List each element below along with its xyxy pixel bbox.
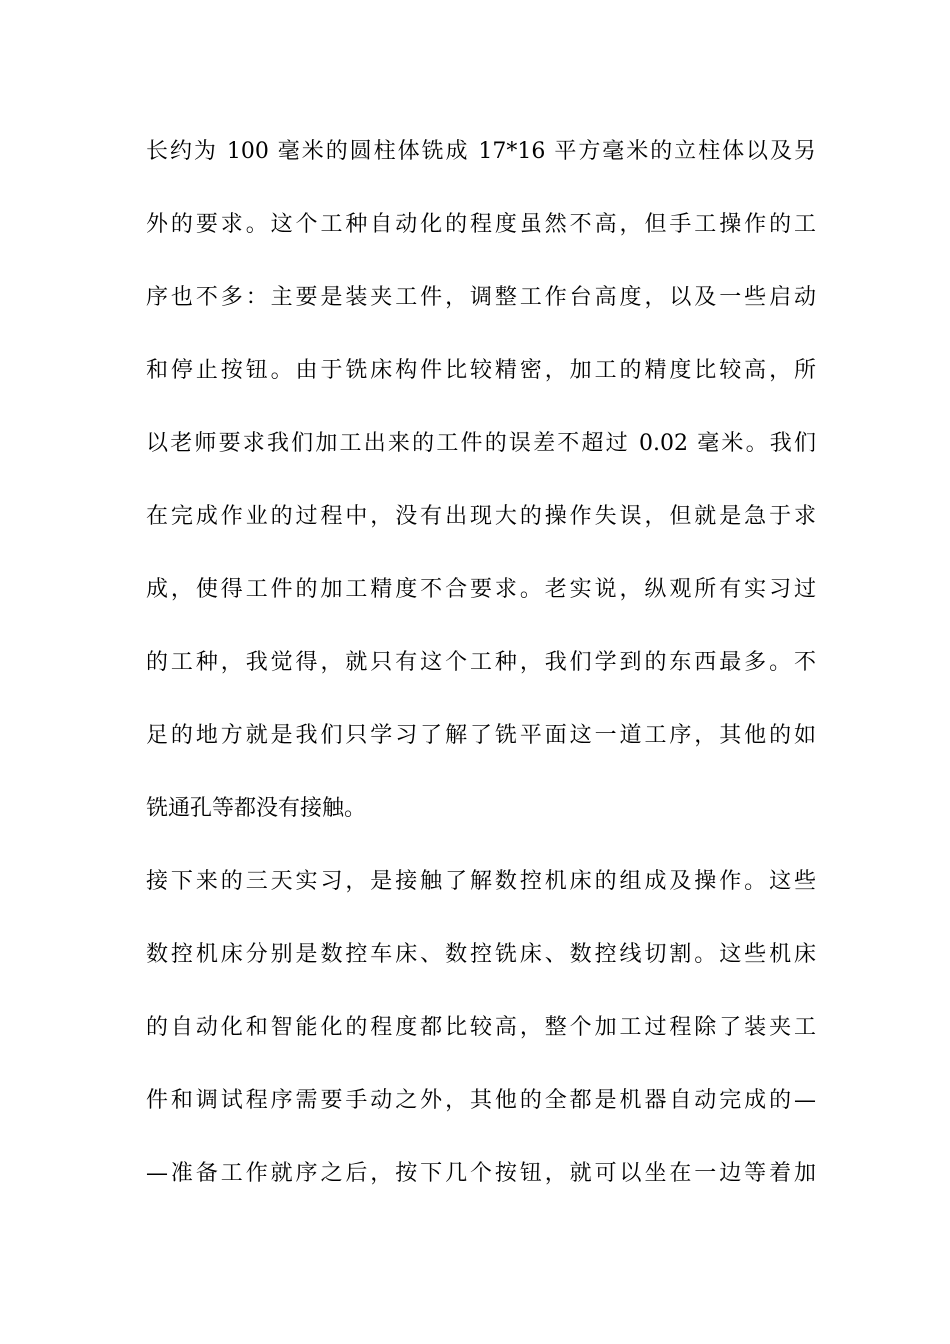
text-line: 接下来的三天实习，是接触了解数控机床的组成及操作。这些 [146,869,816,894]
text-line: 在完成作业的过程中，没有出现大的操作失误，但就是急于求 [146,504,816,529]
text-line: 长约为 100 毫米的圆柱体铣成 17*16 平方毫米的立柱体以及另 [146,139,816,164]
text-line: —准备工作就序之后，按下几个按钮，就可以坐在一边等着加 [146,1161,816,1186]
text-line: 以老师要求我们加工出来的工件的误差不超过 0.02 毫米。我们 [146,431,816,456]
text-line: 铣通孔等都没有接触。 [146,796,367,821]
text-line: 和停止按钮。由于铣床构件比较精密，加工的精度比较高，所 [146,358,816,383]
text-line: 成，使得工件的加工精度不合要求。老实说，纵观所有实习过 [146,577,816,602]
text-line: 足的地方就是我们只学习了解了铣平面这一道工序，其他的如 [146,723,816,748]
text-line: 件和调试程序需要手动之外，其他的全都是机器自动完成的— [146,1088,816,1113]
text-line: 数控机床分别是数控车床、数控铣床、数控线切割。这些机床 [146,942,816,967]
text-line: 外的要求。这个工种自动化的程度虽然不高，但手工操作的工 [146,212,816,237]
text-line: 的自动化和智能化的程度都比较高，整个加工过程除了装夹工 [146,1015,816,1040]
text-line: 的工种，我觉得，就只有这个工种，我们学到的东西最多。不 [146,650,816,675]
text-line: 序也不多：主要是装夹工件，调整工作台高度，以及一些启动 [146,285,816,310]
